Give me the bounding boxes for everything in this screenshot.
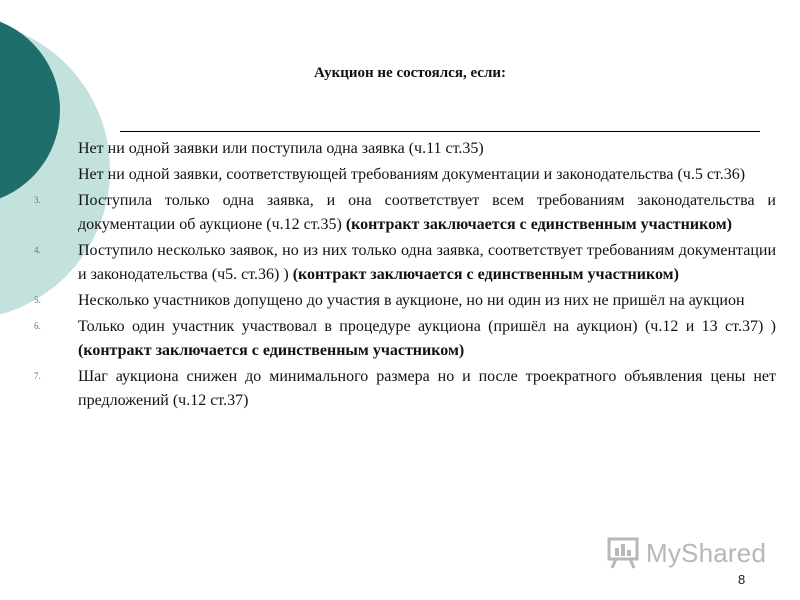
item-text: Нет ни одной заявки или поступила одна заявка (ч.11 ст.35) [78, 140, 484, 157]
item-text: Поступило несколько заявок, но из них только одна заявка, соответствует требованиям документации и законодательства (ч5. ст.36) ) (контракт заключается с единственным участником) [78, 242, 776, 283]
list-item [34, 289, 776, 313]
conditions-list [34, 137, 776, 415]
item-number [34, 163, 78, 187]
item-text: Поступила только одна заявка, и она соответствует всем требованиям законодательства и документации об аукционе (ч.12 ст.35) (контракт заключается с единственным участником) [78, 192, 776, 233]
item-number: 3. [34, 195, 41, 205]
item-number: 6. [34, 321, 41, 331]
item-text: Несколько участников допущено до участия в аукционе, но ни один из них не пришёл на аукцион [78, 292, 745, 309]
item-text: Шаг аукциона снижен до минимального размера но и после троекратного объявления цены нет предложений (ч.12 ст.37) [78, 368, 776, 409]
item-text: Только один участник участвовал в процедуре аукциона (пришёл на аукцион) (ч.12 и 13 ст.37) ) (контракт заключается с единственным участником) [78, 318, 776, 359]
page-number: 8 [738, 572, 746, 587]
title-divider [120, 131, 760, 132]
presentation-board-icon [606, 536, 640, 570]
slide-title: Аукцион не состоялся, если: [313, 65, 506, 81]
list-item [34, 365, 776, 413]
item-text: Нет ни одной заявки, соответствующей требованиям документации и законодательства (ч.5 ст.36) [78, 166, 746, 183]
item-number: 5. [34, 295, 41, 305]
list-item [34, 315, 776, 363]
list-item [34, 137, 776, 161]
myshared-watermark[interactable] [606, 536, 766, 570]
list-item [34, 189, 776, 237]
watermark-text: MyShared [646, 537, 767, 568]
item-number: 4. [34, 245, 41, 255]
item-number [34, 137, 78, 161]
list-item [34, 163, 776, 187]
item-number: 7. [34, 371, 41, 381]
list-item [34, 239, 776, 287]
